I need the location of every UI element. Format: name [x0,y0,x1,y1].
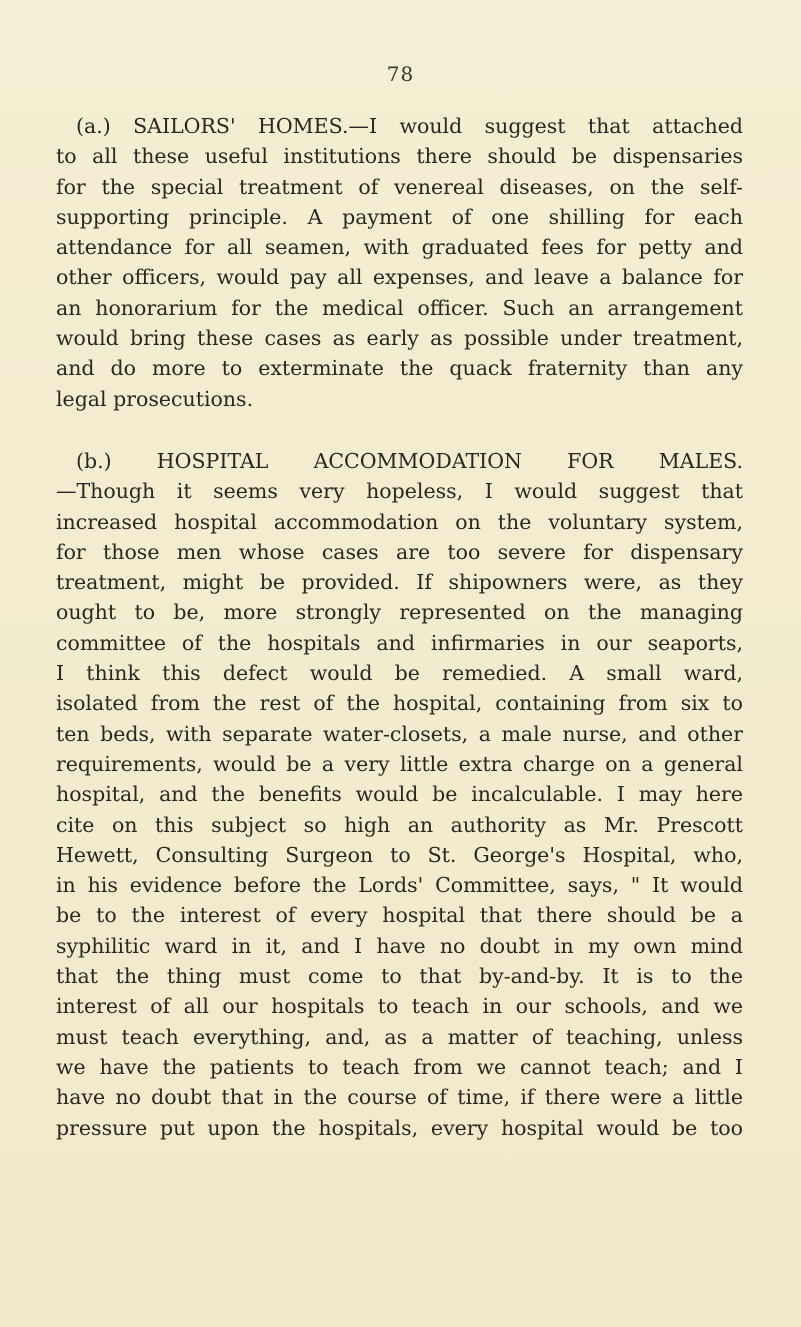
text-line: I think this defect would be remedied. A small ward, [56,661,743,686]
text-line: (a.) SAILORS' HOMES.—I would suggest that attached [76,114,743,138]
text-line: syphilitic ward in it, and I have no doubt in my own mind [56,933,743,958]
text-line: committee of the hospitals and infirmaries in our seaports, [56,630,743,655]
text-line: ten beds, with separate water-closets, a male nurse, and other [56,721,743,746]
text-line: cite on this subject so high an authority as Mr. Prescott [56,812,743,837]
text-line: for those men whose cases are too severe for dispensary [56,539,743,564]
text-line: we have the patients to teach from we cannot teach; and I [56,1054,743,1079]
text-line: hospital, and the benefits would be incalculable. I may here [56,782,743,807]
text-line: treatment, might be provided. If shipowners were, as they [56,570,743,595]
text-line: isolated from the rest of the hospital, containing from six to [56,691,743,716]
text-line: to all these useful institutions there should be dispensaries [56,144,743,169]
text-line: legal prosecutions. [56,386,254,411]
text-line: requirements, would be a very little extra charge on a general [56,751,743,776]
paragraph-hospital-accommodation [56,446,743,1143]
text-line: increased hospital accommodation on the voluntary system, [56,509,743,534]
text-line: interest of all our hospitals to teach in our schools, and we [56,994,743,1019]
text-line: and do more to exterminate the quack fraternity than any [56,356,743,381]
text-line: for the special treatment of venereal diseases, on the self- [56,174,743,199]
text-line: supporting principle. A payment of one shilling for each [56,204,743,229]
text-line: must teach everything, and, as a matter of teaching, unless [56,1024,743,1049]
text-line: (b.) HOSPITAL ACCOMMODATION FOR MALES. [76,448,743,473]
text-line: ought to be, more strongly represented on the managing [56,600,743,625]
text-line: attendance for all seamen, with graduated fees for petty and [56,235,743,260]
text-line: in his evidence before the Lords' Committee, says, " It would [56,873,743,898]
text-line: pressure put upon the hospitals, every hospital would be too [56,1115,743,1140]
page-number: 78 [386,62,415,86]
text-line: Hewett, Consulting Surgeon to St. George's Hospital, who, [56,842,743,867]
text-line: would bring these cases as early as possible under treatment, [56,326,743,351]
text-line: be to the interest of every hospital that there should be a [56,903,743,928]
paragraph-sailors-homes [56,111,743,414]
paragraph-gap [56,414,743,446]
text-line: an honorarium for the medical officer. Such an arrangement [56,295,743,320]
text-line: have no doubt that in the course of time, if there were a little [56,1085,743,1110]
text-line: that the thing must come to that by-and-by. It is to the [56,964,743,989]
text-line: other officers, would pay all expenses, and leave a balance for [56,265,743,290]
body-text [56,111,743,1143]
text-line: —Though it seems very hopeless, I would suggest that [56,479,743,504]
